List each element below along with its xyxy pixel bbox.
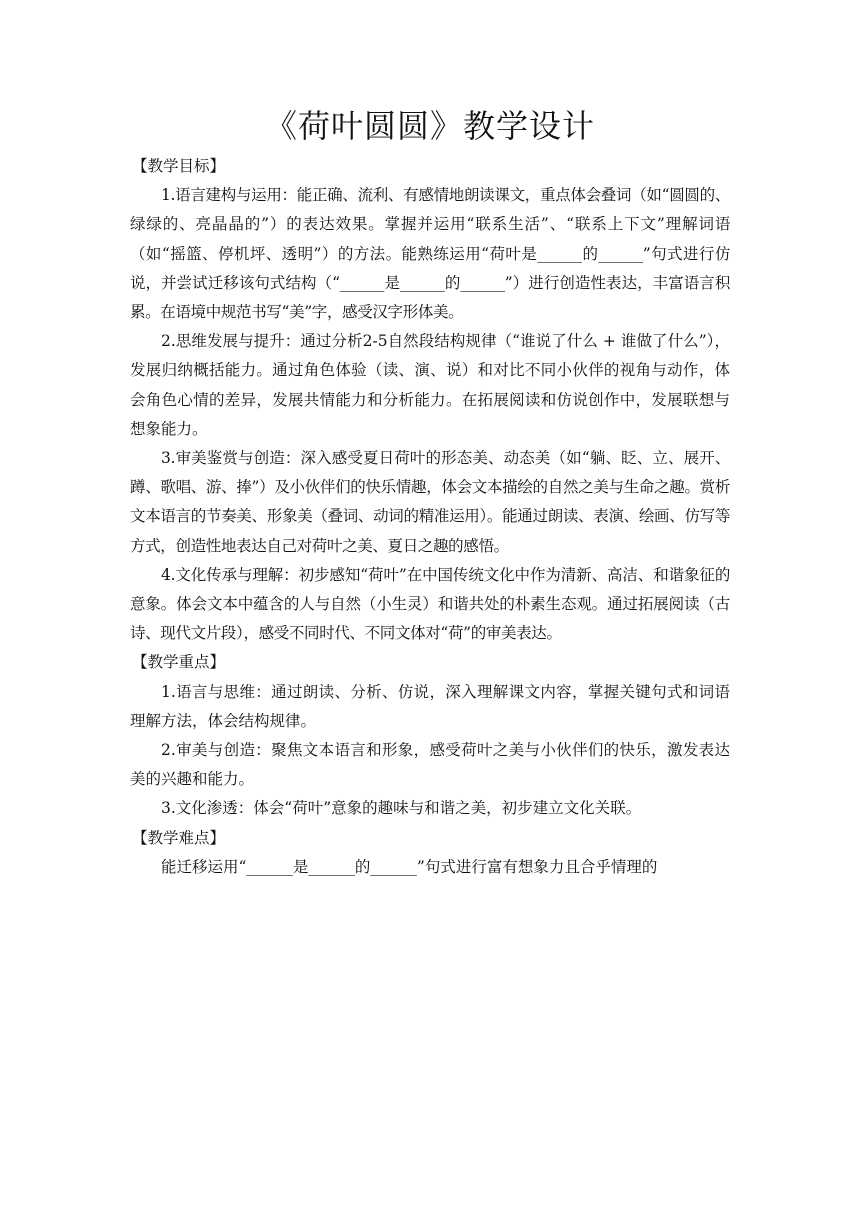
paragraph-objective-1: 1.语言建构与运用：能正确、流利、有感情地朗读课文，重点体会叠词（如“圆圆的、绿绿的、亮晶晶的”）的表达效果。掌握并运用“联系生活”、“联系上下文”理解词语（如“摇篮、停机坪、透明”）的方法。能熟练运用“荷叶是______的______”句式进行仿说，并尝试迁移该句式结构（“______是______的______”）进行创造性表达，丰富语言积累。在语境中规范书写“美”字，感受汉字形体美。	[130, 186, 730, 322]
paragraph-objective-4: 4.文化传承与理解：初步感知“荷叶”在中国传统文化中作为清新、高洁、和谐象征的意象。体会文本中蕴含的人与自然（小生灵）和谐共处的朴素生态观。通过拓展阅读（古诗、现代文片段），感受不同时代、不同文体对“荷”的审美表达。	[130, 565, 730, 643]
section-heading-difficulties: 【教学难点】	[132, 828, 226, 847]
paragraph-key-point-1: 1.语言与思维：通过朗读、分析、仿说，深入理解课文内容，掌握关键句式和词语理解方法，体会结构规律。	[130, 682, 730, 730]
section-heading-key-points: 【教学重点】	[132, 653, 226, 672]
paragraph-key-point-3: 3.文化渗透：体会“荷叶”意象的趣味与和谐之美，初步建立文化关联。	[161, 799, 642, 818]
paragraph-objective-2: 2.思维发展与提升：通过分析2-5自然段结构规律（“谁说了什么 + 谁做了什么”），发展归纳概括能力。通过角色体验（读、演、说）和对比不同小伙伴的视角与动作，体会角色心情的差异，发展共情能力和分析能力。在拓展阅读和仿说创作中，发展联想与想象能力。	[130, 332, 730, 438]
document-title: 《荷叶圆圆》教学设计	[264, 107, 595, 145]
document-body	[130, 152, 730, 882]
section-heading-objectives: 【教学目标】	[132, 157, 226, 175]
paragraph-key-point-2: 2.审美与创造：聚焦文本语言和形象，感受荷叶之美与小伙伴们的快乐，激发表达美的兴趣和能力。	[130, 741, 730, 789]
paragraph-difficulty-1: 能迁移运用“______是______的______”句式进行富有想象力且合乎情理的	[161, 857, 658, 876]
paragraph-objective-3: 3.审美鉴赏与创造：深入感受夏日荷叶的形态美、动态美（如“躺、眨、立、展开、蹲、歌唱、游、捧”）及小伙伴们的快乐情趣，体会文本描绘的自然之美与生命之趣。赏析文本语言的节奏美、形象美（叠词、动词的精准运用）。能通过朗读、表演、绘画、仿写等方式，创造性地表达自己对荷叶之美、夏日之趣的感悟。	[130, 449, 730, 555]
